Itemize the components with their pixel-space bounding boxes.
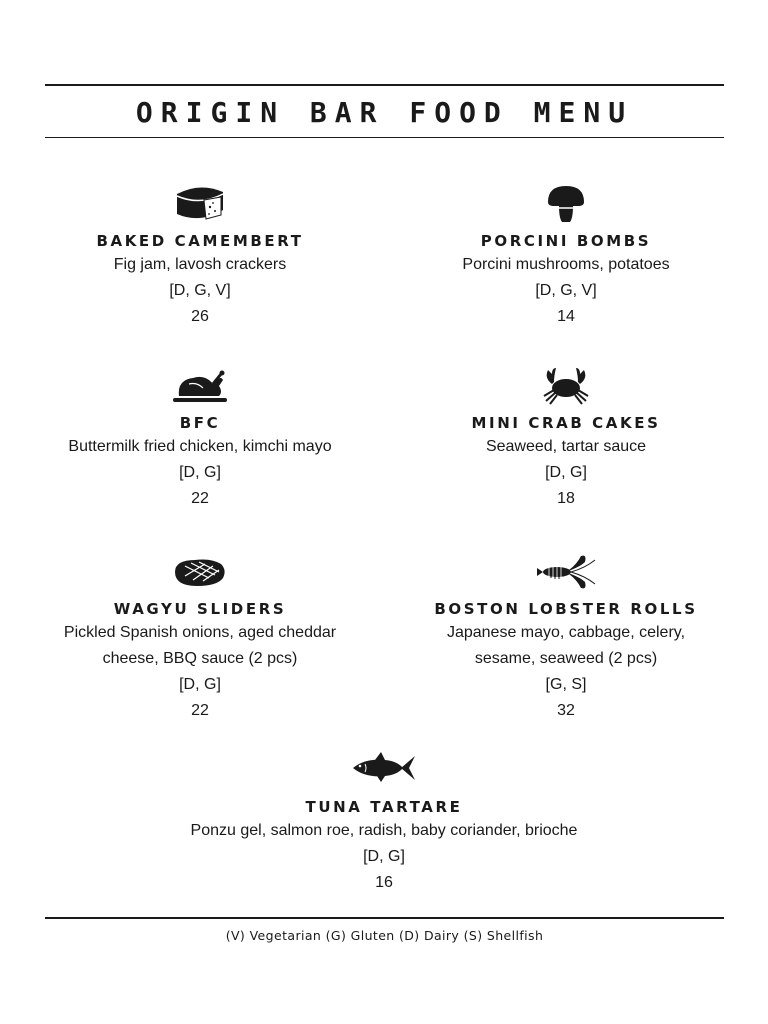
title-divider [45,137,724,138]
item-price: 22 [191,490,209,507]
menu-title: ORIGIN BAR FOOD MENU [135,96,634,129]
item-price: 32 [557,702,575,719]
item-dietary-tags: [D, G, V] [169,282,231,299]
item-description: Porcini mushrooms, potatoes [462,256,670,273]
item-name: MINI CRAB CAKES [471,414,661,432]
item-description-line-1: Japanese mayo, cabbage, celery, [446,624,686,641]
menu-item-tuna-tartare [84,746,684,896]
item-price: 26 [191,308,209,325]
item-price: 22 [191,702,209,719]
footer-divider [45,917,724,919]
menu-item-bfc [20,362,380,512]
item-price: 16 [375,874,393,891]
item-description-line-2: sesame, seaweed (2 pcs) [474,650,658,667]
item-dietary-tags: [D, G] [363,848,405,865]
item-name: TUNA TARTARE [305,798,463,816]
menu-item-mini-crab-cakes [386,362,746,512]
item-price: 18 [557,490,575,507]
item-description: Buttermilk fried chicken, kimchi mayo [68,438,332,455]
item-name: BFC [179,414,221,432]
item-name: PORCINI BOMBS [480,232,652,250]
item-price: 14 [557,308,575,325]
crab-icon [386,362,746,406]
item-dietary-tags: [G, S] [545,676,587,693]
item-dietary-tags: [D, G, V] [535,282,597,299]
menu-item-baked-camembert [20,180,380,330]
menu-item-boston-lobster-rolls [386,548,746,724]
item-name: BAKED CAMEMBERT [96,232,304,250]
lobster-icon [386,548,746,592]
tuna-fish-icon [84,746,684,790]
menu-item-wagyu-sliders [20,548,380,724]
top-divider [45,84,724,86]
menu-item-porcini-bombs [386,180,746,330]
mushroom-icon [386,180,746,224]
roast-chicken-icon [20,362,380,406]
item-name: BOSTON LOBSTER ROLLS [434,600,698,618]
dietary-legend: (V) Vegetarian (G) Gluten (D) Dairy (S) Shellfish [225,928,544,943]
item-dietary-tags: [D, G] [179,676,221,693]
item-description-line-1: Pickled Spanish onions, aged cheddar [63,624,337,641]
item-description: Ponzu gel, salmon roe, radish, baby coriander, brioche [190,822,578,839]
cheese-wheel-icon [20,180,380,224]
steak-icon [20,548,380,592]
item-description-line-2: cheese, BBQ sauce (2 pcs) [102,650,298,667]
item-dietary-tags: [D, G] [545,464,587,481]
item-dietary-tags: [D, G] [179,464,221,481]
item-description: Seaweed, tartar sauce [485,438,647,455]
item-name: WAGYU SLIDERS [113,600,287,618]
item-description: Fig jam, lavosh crackers [113,256,287,273]
